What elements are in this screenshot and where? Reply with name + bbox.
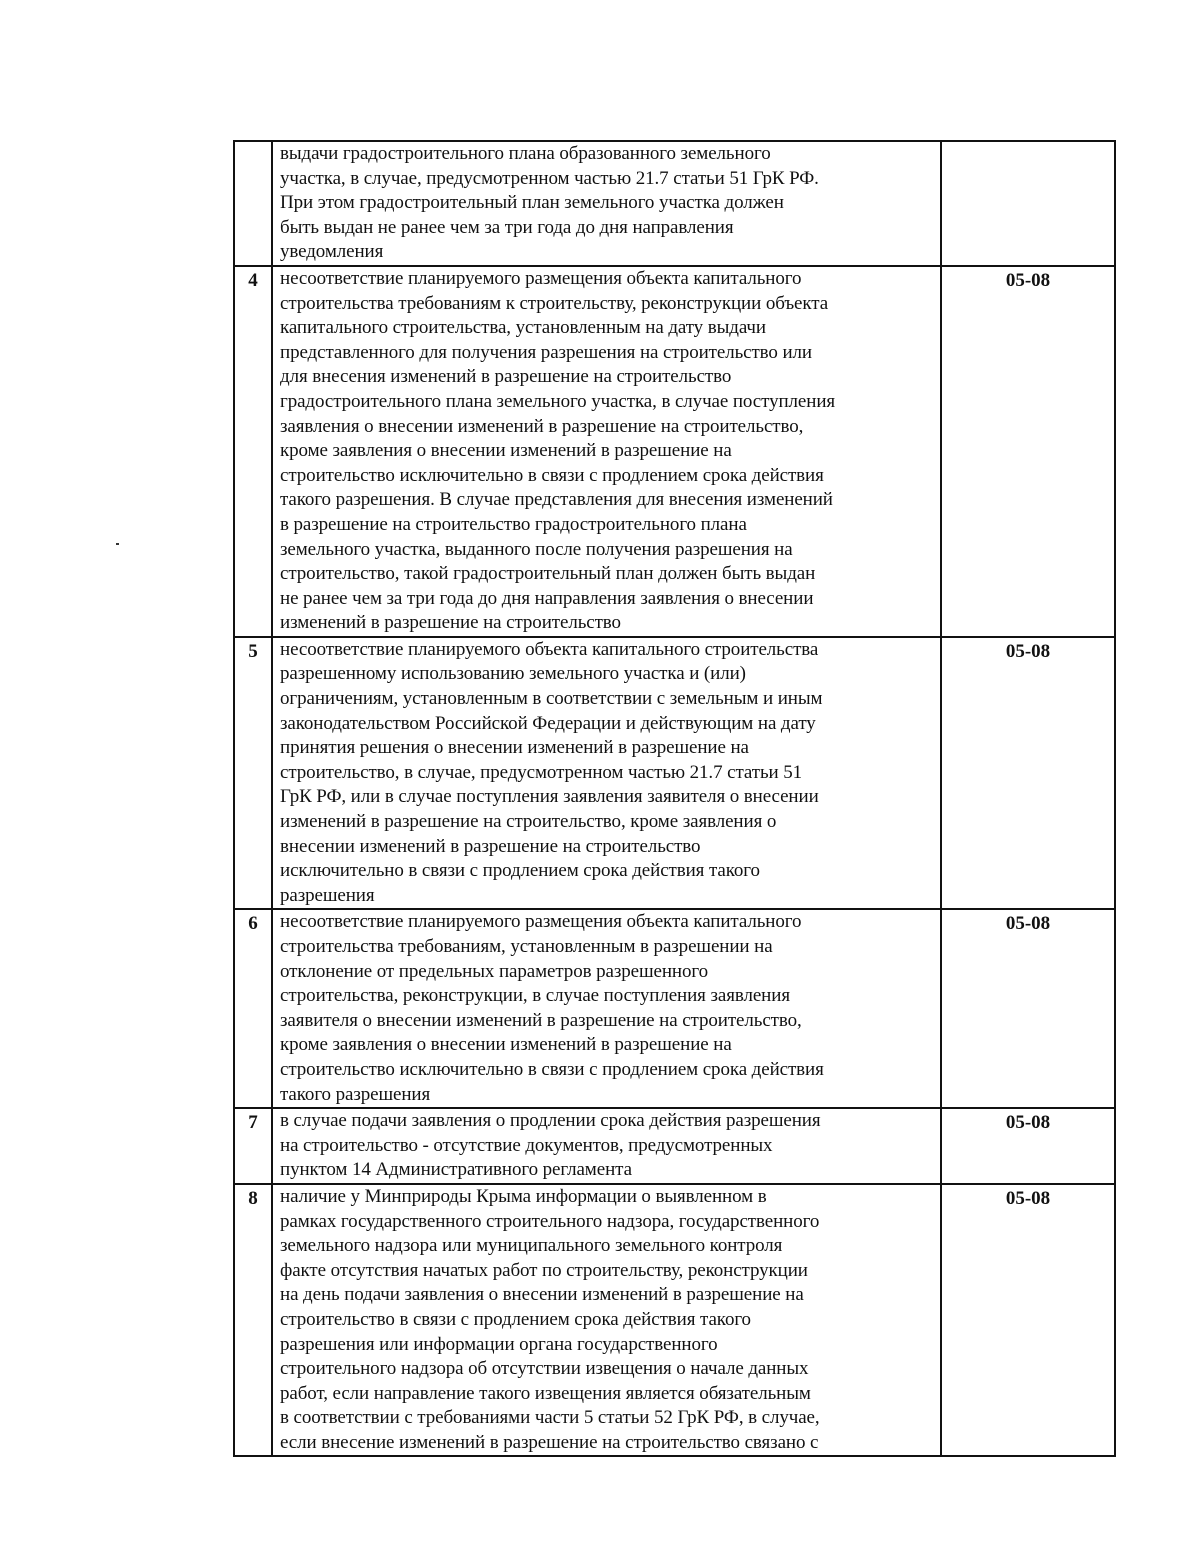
- description-line: исключительно в связи с продлением срока действия такого: [280, 860, 760, 882]
- description-line: изменений в разрешение на строительство: [280, 612, 621, 634]
- row-description: [272, 141, 941, 266]
- description-line: не ранее чем за три года до дня направления заявления о внесении: [280, 587, 814, 609]
- description-line: выдачи градостроительного плана образованного земельного: [280, 143, 771, 164]
- description-line: факте отсутствия начатых работ по строительству, реконструкции: [280, 1259, 808, 1281]
- description-line: строительства, реконструкции, в случае поступления заявления: [280, 985, 790, 1007]
- row-number: 5: [234, 637, 272, 910]
- row-code: [941, 141, 1115, 266]
- description-line: строительство, такой градостроительный план должен быть выдан: [280, 563, 816, 585]
- row-code: 05-08: [941, 1184, 1115, 1457]
- description-line: представленного для получения разрешения на строительство или: [280, 341, 812, 363]
- description-line: принятия решения о внесении изменений в разрешение на: [280, 737, 749, 759]
- description-line: такого разрешения: [280, 1083, 431, 1105]
- refusal-grounds-table: [233, 140, 1116, 1457]
- description-line: участка, в случае, предусмотренном частью 21.7 статьи 51 ГрК РФ.: [280, 167, 819, 189]
- table-row: [234, 141, 1115, 266]
- description-line: разрешения или информации органа государственного: [280, 1333, 718, 1355]
- description-line: строительство, в случае, предусмотренном частью 21.7 статьи 51: [280, 761, 803, 783]
- row-code: 05-08: [941, 909, 1115, 1108]
- description-line: несоответствие планируемого объекта капитального строительства: [280, 638, 819, 660]
- description-line: разрешенному использованию земельного участка и (или): [280, 663, 746, 685]
- description-line: если внесение изменений в разрешение на строительство связано с: [280, 1431, 819, 1453]
- description-line: несоответствие планируемого размещения объекта капитального: [280, 267, 802, 289]
- row-description: [272, 909, 941, 1108]
- description-line: разрешения: [280, 884, 375, 906]
- description-line: внесении изменений в разрешение на строительство: [280, 835, 701, 857]
- description-line: кроме заявления о внесении изменений в разрешение на: [280, 1034, 732, 1056]
- description-line: строительство в связи с продлением срока действия такого: [280, 1308, 751, 1330]
- row-number: 4: [234, 266, 272, 637]
- description-line: кроме заявления о внесении изменений в разрешение на: [280, 440, 732, 462]
- description-line: работ, если направление такого извещения является обязательным: [280, 1382, 811, 1404]
- description-line: уведомления: [280, 241, 384, 263]
- description-line: на день подачи заявления о внесении изменений в разрешение на: [280, 1284, 804, 1306]
- description-line: земельного надзора или муниципального земельного контроля: [280, 1235, 783, 1257]
- description-line: быть выдан не ранее чем за три года до дня направления: [280, 216, 734, 238]
- description-line: рамках государственного строительного надзора, государственного: [280, 1210, 820, 1232]
- row-code: 05-08: [941, 1108, 1115, 1184]
- scan-speck: [116, 543, 119, 545]
- description-line: несоответствие планируемого размещения объекта капитального: [280, 911, 802, 933]
- row-number: 8: [234, 1184, 272, 1457]
- description-line: в соответствии с требованиями части 5 статьи 52 ГрК РФ, в случае,: [280, 1407, 820, 1429]
- description-line: изменений в разрешение на строительство, кроме заявления о: [280, 811, 777, 833]
- description-line: При этом градостроительный план земельного участка должен: [280, 192, 784, 214]
- description-line: отклонение от предельных параметров разрешенного: [280, 960, 709, 982]
- row-description: [272, 637, 941, 910]
- description-line: строительства требованиям к строительству, реконструкции объекта: [280, 292, 829, 314]
- description-line: такого разрешения. В случае представления для внесения изменений: [280, 489, 833, 511]
- description-line: пунктом 14 Административного регламента: [280, 1159, 632, 1181]
- table-row: [234, 1184, 1115, 1457]
- description-line: строительства требованиям, установленным в разрешении на: [280, 936, 773, 957]
- description-line: в случае подачи заявления о продлении срока действия разрешения: [280, 1110, 821, 1132]
- row-code: 05-08: [941, 637, 1115, 910]
- description-line: строительного надзора об отсутствии извещения о начале данных: [280, 1358, 809, 1380]
- table-row: [234, 637, 1115, 910]
- row-description: [272, 1184, 941, 1457]
- row-code: 05-08: [941, 266, 1115, 637]
- description-line: капитального строительства, установленным на дату выдачи: [280, 317, 766, 339]
- table-row: [234, 909, 1115, 1108]
- description-line: на строительство - отсутствие документов, предусмотренных: [280, 1134, 773, 1156]
- row-number: 6: [234, 909, 272, 1108]
- description-line: законодательством Российской Федерации и действующим на дату: [280, 712, 816, 734]
- description-line: заявителя о внесении изменений в разрешение на строительство,: [280, 1009, 802, 1031]
- description-line: строительство исключительно в связи с продлением срока действия: [280, 1058, 824, 1080]
- table-body: [234, 141, 1115, 1456]
- row-description: [272, 266, 941, 637]
- table-row: [234, 266, 1115, 637]
- description-line: заявления о внесении изменений в разрешение на строительство,: [280, 415, 804, 437]
- description-line: в разрешение на строительство градостроительного плана: [280, 513, 747, 535]
- description-line: строительство исключительно в связи с продлением срока действия: [280, 464, 824, 486]
- row-number: [234, 141, 272, 266]
- table-row: [234, 1108, 1115, 1184]
- description-line: ГрК РФ, или в случае поступления заявления заявителя о внесении: [280, 786, 819, 808]
- description-line: для внесения изменений в разрешение на строительство: [280, 366, 732, 388]
- description-line: ограничениям, установленным в соответствии с земельным и иным: [280, 688, 823, 710]
- row-number: 7: [234, 1108, 272, 1184]
- description-line: наличие у Минприроды Крыма информации о выявленном в: [280, 1185, 767, 1207]
- description-line: земельного участка, выданного после получения разрешения на: [280, 538, 793, 560]
- description-line: градостроительного плана земельного участка, в случае поступления: [280, 390, 836, 412]
- row-description: [272, 1108, 941, 1184]
